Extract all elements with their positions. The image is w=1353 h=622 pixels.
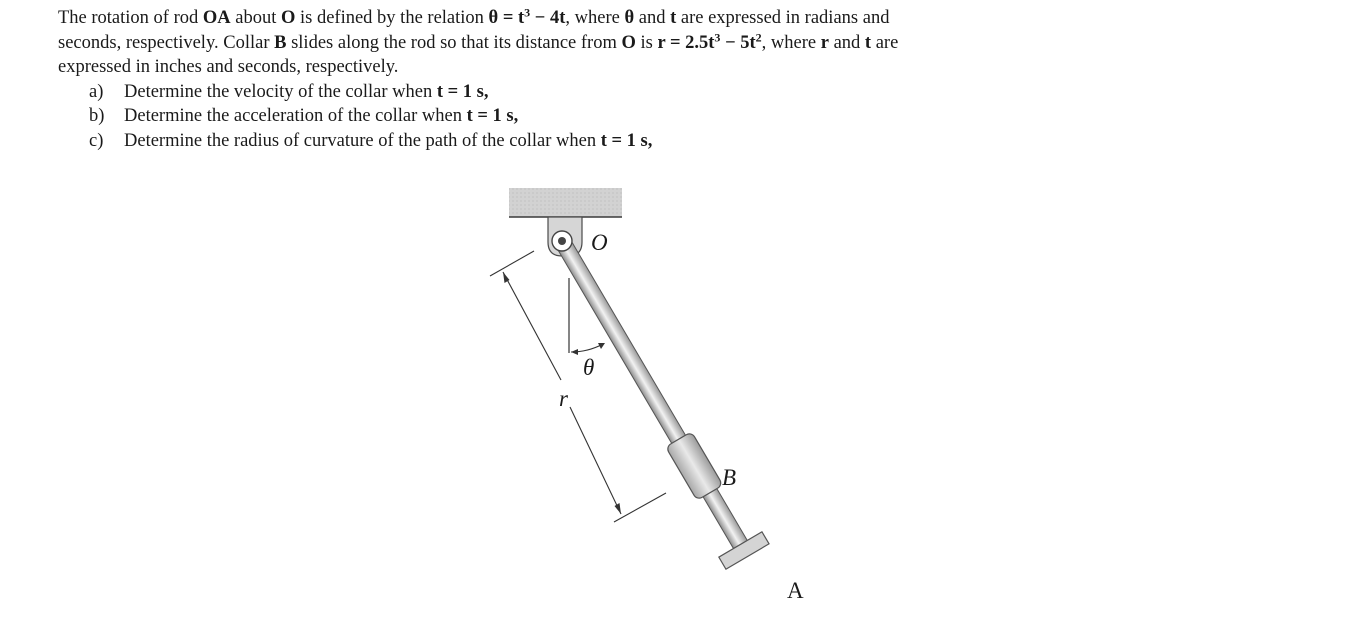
ceiling-support — [509, 188, 622, 217]
rod-upper — [555, 237, 685, 443]
dimension-extension-bottom — [614, 493, 666, 522]
part-marker: a) — [89, 81, 104, 102]
part-condition: t = 1 s, — [466, 106, 519, 126]
statement-run: 2 — [755, 29, 762, 44]
dimension-line-upper — [503, 272, 561, 380]
pivot-pin-center — [558, 237, 566, 245]
part-marker: c) — [89, 130, 104, 151]
collar-b — [666, 432, 723, 501]
dimension-extension-top — [490, 251, 534, 276]
part-question: Determine the radius of curvature of the path of the collar when — [124, 130, 601, 151]
label-a: A — [787, 578, 804, 603]
statement-run: B — [274, 32, 287, 53]
statement-run: The rotation of rod — [58, 8, 203, 28]
statement-run: is defined by the relation — [295, 8, 489, 28]
part-condition: t = 1 s, — [600, 130, 653, 151]
statement-run: and — [828, 32, 865, 53]
statement-run: θ — [624, 8, 635, 28]
statement-run: , where — [565, 8, 625, 28]
statement-run: and — [634, 8, 671, 28]
statement-run: about — [230, 8, 281, 28]
statement-run: 3 — [714, 29, 721, 44]
dimension-arrow-bottom — [615, 503, 622, 514]
label-r: r — [559, 386, 568, 411]
statement-run: t — [670, 8, 677, 28]
label-o: O — [591, 230, 608, 255]
statement-run: − 5t — [720, 32, 756, 53]
statement-run: θ = t — [488, 8, 525, 28]
statement-run: r = 2.5t — [657, 32, 715, 53]
dimension-line-lower — [570, 407, 621, 514]
statement-run: t — [864, 32, 872, 53]
statement-run: slides along the rod so that its distance from — [286, 32, 622, 53]
statement-run: 3 — [524, 5, 531, 20]
statement-run: − 4t — [530, 8, 566, 28]
part-condition: t = 1 s, — [436, 81, 489, 102]
part-question: Determine the acceleration of the collar when — [124, 106, 467, 126]
theta-arrow-left — [571, 349, 578, 355]
statement-run: are expressed in inches and seconds, respectively. — [58, 32, 899, 77]
rod-oa — [540, 228, 769, 569]
part-marker: b) — [89, 106, 105, 126]
statement-run: O — [280, 8, 296, 28]
label-b: B — [722, 465, 737, 490]
statement-run: r — [820, 32, 829, 53]
label-theta: θ — [583, 355, 595, 380]
statement-run: are expressed in radians and seconds, respectively. Collar — [58, 8, 890, 53]
statement-run: is — [635, 32, 658, 53]
statement-run: OA — [202, 8, 231, 28]
part-question: Determine the velocity of the collar when — [124, 81, 437, 102]
rod-lower — [703, 489, 747, 549]
statement-run: , where — [761, 32, 821, 53]
statement-run: O — [621, 32, 636, 53]
